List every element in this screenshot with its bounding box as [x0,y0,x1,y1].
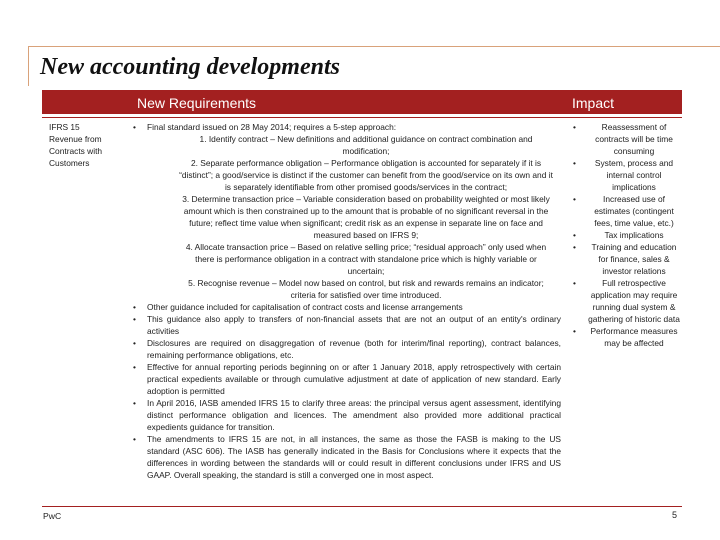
topic-line: Contracts with [49,145,103,156]
requirement-bullet: • Disclosures are required on disaggregation of revenue (both for interim/final reporting), contract balances, remaining performance obligations, etc. [131,337,561,361]
impact-bullet: • Performance measures may be affected [570,325,682,349]
impact-bullet: • Reassessment of contracts will be time consuming [570,121,682,157]
step-item: 3. Determine transaction price – Variable consideration based on probability weighted or most likely amount which is then constrained up to the amount that is probable of no significant reversal in the future; reflect time value when significant; credit risk as an expense in separate line on face and measured based on IFRS 9; [182,194,550,240]
footer-brand: PwC [43,511,62,521]
impact-cell [570,121,682,349]
step-item: 1. Identify contract – New definitions and additional guidance on contract combination and modification; [199,134,533,156]
requirement-text: Final standard issued on 28 May 2014; requires a 5-step approach: [147,122,397,132]
requirement-bullet: • This guidance also apply to transfers of non-financial assets that are not an output of an entity's ordinary activities [131,313,561,337]
step-item: 2. Separate performance obligation – Performance obligation is accounted for separately if it is “distinct”; a good/service is distinct if the customer can benefit from the good/service on its own and it is separately identifiable from other promised goods/services in the contract; [179,158,553,192]
topic-line: IFRS 15 [49,122,80,132]
page-number: 5 [672,510,678,520]
requirement-bullet [131,121,561,301]
header-impact: Impact [572,95,615,111]
slide-title: New accounting developments [40,54,340,80]
table-bottom-divider [42,506,682,507]
slide-frame-left-line [28,46,29,86]
topic-line: Customers [49,157,90,168]
header-divider [42,117,682,118]
step-item: 4. Allocate transaction price – Based on relative selling price; “residual approach” only used when there is performance obligation in a contract with standalone price which is highly variable or uncertain; [185,242,547,276]
impact-bullet: • Increased use of estimates (contingent fees, time value, etc.) [570,193,682,229]
slide-frame-top-line [28,46,720,47]
impact-bullet: • Training and education for finance, sales & investor relations [570,241,682,277]
impact-bullet: • Full retrospective application may require running dual system & gathering of historic data [570,277,682,325]
impact-bullet: • System, process and internal control implications [570,157,682,193]
step-item: 5. Recognise revenue – Model now based on control, but risk and rewards remains an indicator; criteria for satisfied over time introduced. [188,278,544,300]
requirement-bullet: • In April 2016, IASB amended IFRS 15 to clarify three areas: the principal versus agent assessment, identifying distinct performance obligation and licences. The amendment also provided more additional practical expedients guidance for transition. [131,397,561,433]
requirements-cell [131,121,561,481]
requirement-bullet: • The amendments to IFRS 15 are not, in all instances, the same as those the FASB is making to the US standard (ASC 606). The IASB has generally indicated in the Basis for Conclusions where it expects that the differences in wording between the standards will or could result in different conclusions under IFRS and US GAAP. Overall speaking, the standard is still a converged one in most aspect. [131,433,561,481]
header-new-requirements: New Requirements [137,95,257,111]
topic-cell [49,122,124,170]
topic-line: Revenue from [49,133,102,144]
requirement-bullet: • Effective for annual reporting periods beginning on or after 1 January 2018, apply retrospectively with certain practical expedients available or through cumulative adjustment at date of application of new standard. Early adoption is permitted [131,361,561,397]
impact-bullet: • Tax implications [570,229,682,241]
requirement-bullet: • Other guidance included for capitalisation of contract costs and license arrangements [131,301,561,313]
